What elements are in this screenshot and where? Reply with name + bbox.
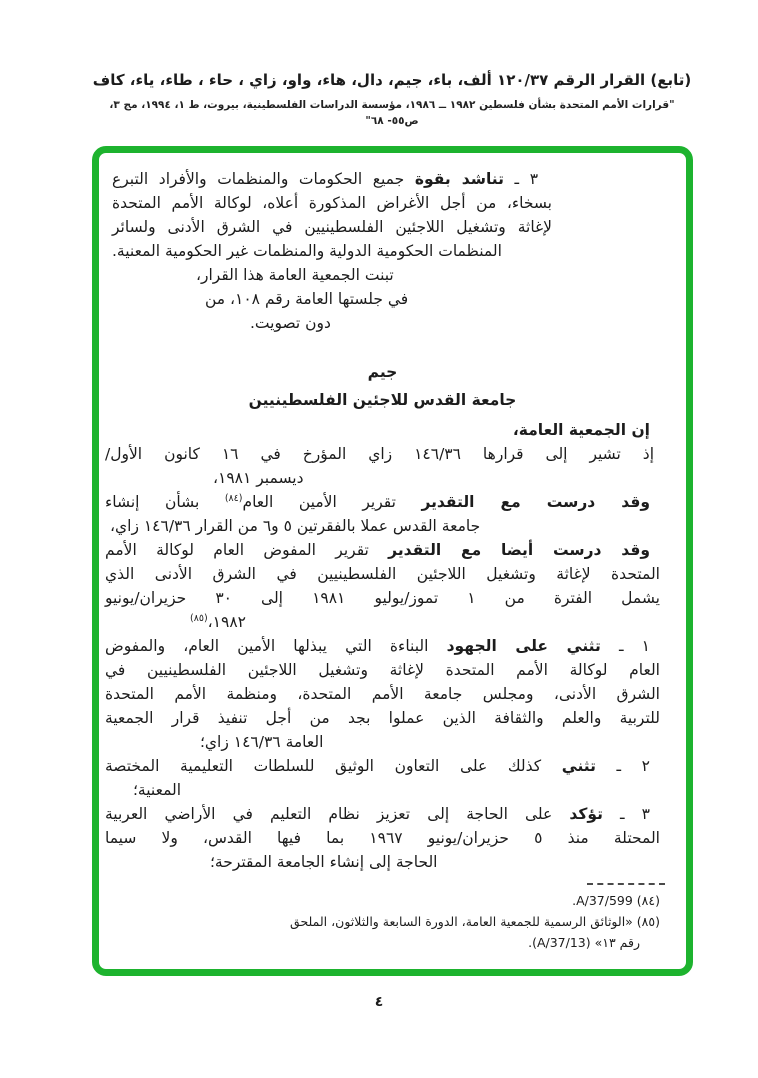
paragraph-number: ٣ ـ <box>602 805 650 823</box>
bold-phrase: وقد درست مع التقدير <box>421 493 650 511</box>
text-line: الحاجة إلى إنشاء الجامعة المقترحة؛ <box>210 853 438 871</box>
resolution-section <box>105 348 660 953</box>
text-line: الشرق الأدنى، ومجلس جامعة الأمم المتحدة، ومنظمة الأمم المتحدة <box>105 685 660 703</box>
text-line <box>105 754 660 778</box>
text-line: جامعة القدس عملا بالفقرتين ٥ و٦ من القرار ١٤٦/٣٦ زاي، <box>110 517 481 535</box>
text-segment: تقرير الأمين العام <box>242 493 422 511</box>
source-citation: "قرارات الأمم المتحدة بشأن فلسطين ١٩٨٢ ــ ١٩٨٦، مؤسسة الدراسات الفلسطينية، بيروت، ط ١، ١٩٩٤، مج ٣، ص٥٥- ٦٨" <box>109 99 675 127</box>
text-line: العامة ١٤٦/٣٦ زاي؛ <box>200 733 324 751</box>
page-number: ٤ <box>374 994 384 1010</box>
section-title: جامعة القدس للاجئين الفلسطينيين <box>248 391 517 409</box>
bold-phrase: تثني على الجهود <box>446 637 601 655</box>
bold-phrase: تناشد بقوة <box>414 170 504 188</box>
paragraph-number: ١ ـ <box>600 637 650 655</box>
footnote-separator <box>587 883 665 885</box>
footnote-85-line2: رقم ١٣» (A/37/13). <box>528 935 640 950</box>
text-line: المتحدة لإغاثة وتشغيل اللاجئين الفلسطينيين في الشرق الأدنى الذي <box>105 565 660 583</box>
text-line <box>105 802 660 826</box>
text-line <box>112 167 552 191</box>
text-line: ديسمبر ١٩٨١، <box>213 469 304 487</box>
text-segment: على الحاجة إلى تعزيز نظام التعليم في الأراضي العربية <box>105 805 570 823</box>
bold-phrase: تؤكد <box>569 805 603 823</box>
text-line: العام لوكالة الأمم المتحدة لإغاثة وتشغيل اللاجئين الفلسطينيين في <box>105 661 660 679</box>
text-line <box>105 634 660 658</box>
footnote-reference-84: (٨٤) <box>224 492 243 504</box>
text-line: المنظمات الحكومية الدولية والمنظمات غير الحكومية المعنية. <box>112 242 502 260</box>
text-segment: بشأن إنشاء <box>105 493 225 511</box>
paragraph-number: ٢ ـ <box>595 757 650 775</box>
text-line: المعنية؛ <box>133 781 182 799</box>
text-line: يشمل الفترة من ١ تموز/يوليو ١٩٨١ إلى ٣٠ حزيران/يونيو <box>105 589 660 607</box>
text-segment: ١٩٨٢، <box>207 613 246 631</box>
text-line <box>105 610 660 634</box>
document-header <box>92 68 692 129</box>
text-line: لإغاثة وتشغيل اللاجئين الفلسطينيين في الشرق الأدنى ولسائر <box>112 218 552 236</box>
text-segment: كذلك على التعاون الوثيق للسلطات التعليمية المختصة <box>105 757 562 775</box>
adoption-note-line: تبنت الجمعية العامة هذا القرار، <box>196 266 394 284</box>
bold-phrase: وقد درست أيضا مع التقدير <box>388 541 650 559</box>
footnote-reference-85: (٨٥) <box>190 612 208 624</box>
text-line <box>105 490 660 514</box>
footnote-85-line1: (٨٥) «الوثائق الرسمية للجمعية العامة، الدورة السابعة والثلاثون، الملحق <box>290 914 660 929</box>
text-segment: البناءة التي يبذلها الأمين العام، والمفوض <box>105 637 447 655</box>
text-segment: تقرير المفوض العام لوكالة الأمم <box>105 541 389 559</box>
text-line: للتربية والعلم والثقافة الذين عملوا بجد من أجل تنفيذ قرار الجمعية <box>105 709 660 727</box>
adoption-note-line: دون تصويت. <box>250 314 331 332</box>
text-line <box>105 538 660 562</box>
footnote-84: (٨٤) A/37/599. <box>572 893 660 908</box>
resolution-header-title: (تابع) القرار الرقم ١٢٠/٣٧ ألف، باء، جيم، دال، هاء، واو، زاي ، حاء ، طاء، ياء، كاف <box>92 71 692 89</box>
opening-phrase: إن الجمعية العامة، <box>512 421 650 439</box>
paragraph-number: ٣ ـ <box>503 170 539 188</box>
text-line: إذ تشير إلى قرارها ١٤٦/٣٦ زاي المؤرخ في ١٦ كانون الأول/ <box>105 445 654 463</box>
text-segment: جميع الحكومات والمنظمات والأفراد التبرع <box>112 170 415 188</box>
text-line: المحتلة منذ ٥ حزيران/يونيو ١٩٦٧ بما فيها القدس، ولا سيما <box>105 829 660 847</box>
section-letter: جيم <box>367 363 398 381</box>
previous-resolution-tail <box>112 167 552 335</box>
adoption-note-line: في جلستها العامة رقم ١٠٨، من <box>205 290 409 308</box>
bold-phrase: تثني <box>561 757 596 775</box>
text-line: بسخاء، من أجل الأغراض المذكورة أعلاه، لوكالة الأمم المتحدة <box>112 194 552 212</box>
